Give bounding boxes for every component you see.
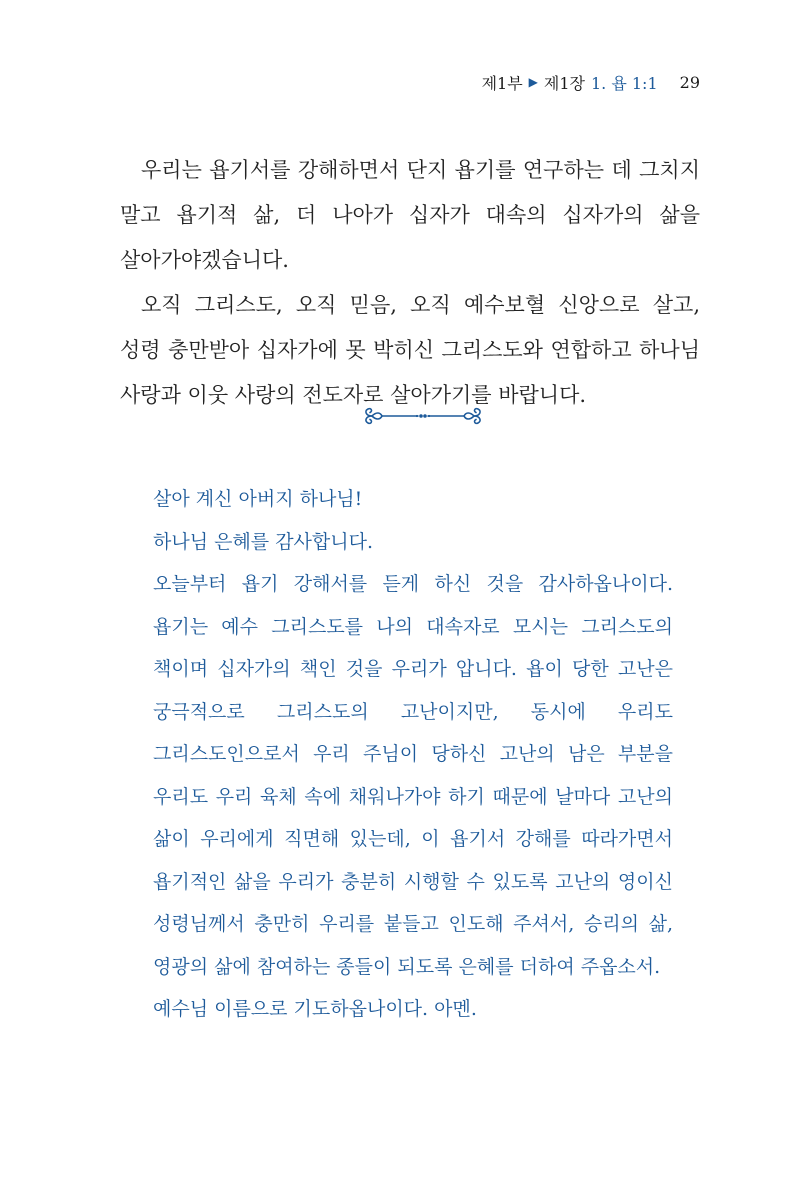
prayer-line: 오늘부터 욥기 강해서를 듣게 하신 것을 감사하옵나이다. 욥기는 예수 그리스도를 나의 대속자로 모시는 그리스도의 책이며 십자가의 책인 것을 우리가 압니다. 욥이 당한 고난은 궁극적으로 그리스도의 고난이지만, 동시에 우리도 그리스도인으로서 우리 주님이 당하신 고난의 남은 부분을 우리도 우리 육체 속에 채워나가야 하기 때문에 날마다 고난의 삶이 우리에게 직면해 있는데, 이 욥기서 강해를 따라가면서 욥기적인 삶을 우리가 충분히 시행할 수 있도록 고난의 영이신 성령님께서 충만히 우리를 붙들고 인도해 주셔서, 승리의 삶, 영광의 삶에 참여하는 종들이 되도록 은혜를 더하여 주옵소서. [153, 573, 673, 978]
running-head-section: 1. 욥 1:1 [590, 73, 658, 93]
triangle-right-icon: ▶ [528, 75, 538, 89]
body-paragraph: 오직 그리스도, 오직 믿음, 오직 예수보혈 신앙으로 살고, 성령 충만받아 십자가에 못 박히신 그리스도와 연합하고 하나님 사랑과 이웃 사랑의 전도자로 살아가기를 바랍니다. [120, 293, 700, 407]
body-text [120, 148, 700, 418]
prayer-line: 하나님 은혜를 감사합니다. [153, 530, 374, 553]
page-number: 29 [679, 72, 700, 92]
running-head-part: 제1부 [481, 73, 523, 93]
prayer-line: 살아 계신 아버지 하나님! [153, 488, 363, 510]
body-paragraph: 우리는 욥기서를 강해하면서 단지 욥기를 연구하는 데 그치지 말고 욥기적 삶, 더 나아가 십자가 대속의 십자가의 삶을 살아가야겠습니다. [120, 158, 700, 272]
prayer-text [153, 478, 673, 1031]
running-head [482, 71, 700, 93]
running-head-chapter: 제1장 [543, 73, 585, 93]
prayer-line: 예수님 이름으로 기도하옵나이다. 아멘. [153, 998, 477, 1020]
scroll-divider-ornament-icon [360, 402, 486, 430]
